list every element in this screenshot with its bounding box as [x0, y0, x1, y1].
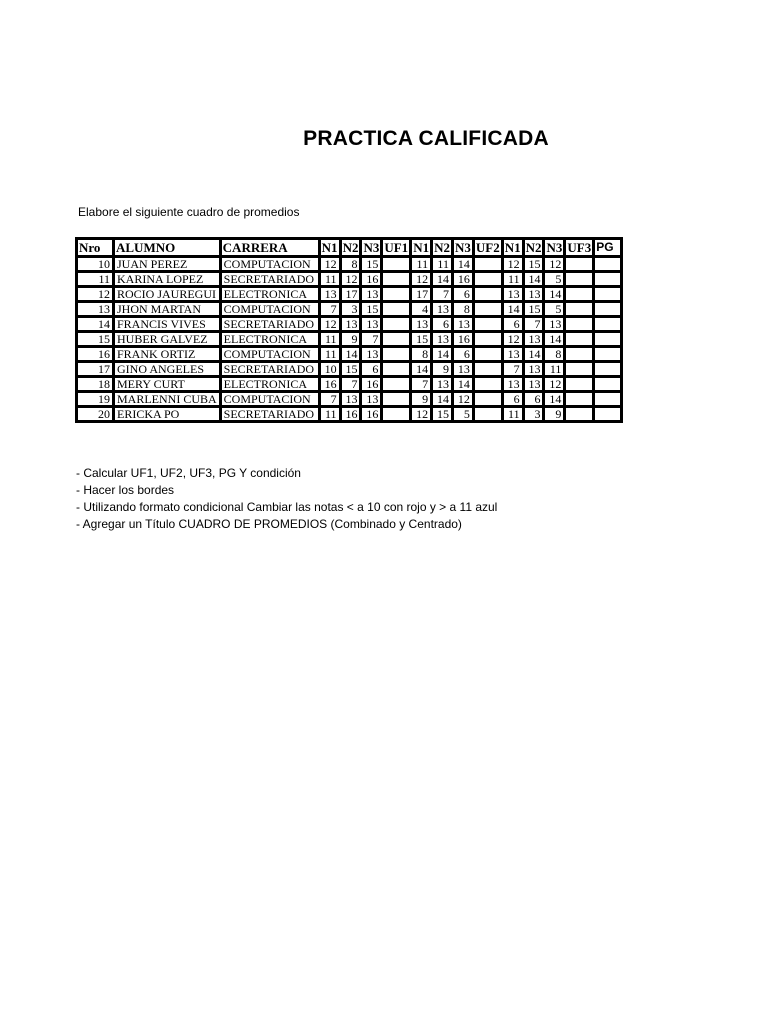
table-cell: COMPUTACION: [220, 302, 319, 317]
table-cell: 5: [544, 302, 565, 317]
table-row: [77, 332, 622, 347]
table-row: [77, 302, 622, 317]
table-cell: 13: [452, 362, 473, 377]
table-cell: 14: [452, 377, 473, 392]
table-cell: 12: [77, 287, 114, 302]
table-cell: 13: [452, 317, 473, 332]
table-cell: [473, 377, 502, 392]
table-row: [77, 272, 622, 287]
table-cell: [382, 392, 411, 407]
table-cell: 18: [77, 377, 114, 392]
page-title: PRACTICA CALIFICADA: [303, 127, 549, 150]
table-cell: 8: [340, 257, 361, 272]
table-cell: [473, 302, 502, 317]
table-cell: 11: [544, 362, 565, 377]
table-cell: 13: [523, 287, 544, 302]
table-cell: 3: [523, 407, 544, 422]
table-cell: [382, 257, 411, 272]
table-cell: 6: [361, 362, 382, 377]
table-cell: [594, 287, 622, 302]
column-header: N2: [340, 239, 361, 257]
table-cell: 14: [411, 362, 432, 377]
table-cell: [594, 332, 622, 347]
column-header: CARRERA: [220, 239, 319, 257]
table-cell: 12: [544, 257, 565, 272]
table-cell: 16: [340, 407, 361, 422]
table-cell: 14: [432, 347, 453, 362]
table-cell: 13: [502, 377, 523, 392]
table-cell: 11: [319, 347, 340, 362]
table-row: [77, 392, 622, 407]
table-cell: [382, 332, 411, 347]
table-cell: 14: [502, 302, 523, 317]
table-cell: [382, 347, 411, 362]
table-cell: JHON MARTAN: [114, 302, 221, 317]
table-cell: HUBER GALVEZ: [114, 332, 221, 347]
table-cell: 17: [77, 362, 114, 377]
column-header: UF3: [565, 239, 594, 257]
table-cell: 16: [319, 377, 340, 392]
column-header: N2: [432, 239, 453, 257]
table-cell: [594, 347, 622, 362]
table-cell: 3: [340, 302, 361, 317]
table-cell: 16: [361, 407, 382, 422]
table-cell: [594, 257, 622, 272]
table-row: [77, 362, 622, 377]
table-cell: 6: [432, 317, 453, 332]
table-cell: [382, 272, 411, 287]
table-cell: 7: [340, 377, 361, 392]
table-cell: [565, 332, 594, 347]
table-cell: [473, 257, 502, 272]
table-cell: 14: [544, 392, 565, 407]
table-cell: 10: [319, 362, 340, 377]
table-cell: 15: [340, 362, 361, 377]
column-header: Nro: [77, 239, 114, 257]
table-cell: 9: [411, 392, 432, 407]
table-cell: [594, 302, 622, 317]
table-cell: 10: [77, 257, 114, 272]
column-header: N1: [411, 239, 432, 257]
table-cell: JUAN PEREZ: [114, 257, 221, 272]
table-cell: 6: [452, 347, 473, 362]
table-cell: 7: [432, 287, 453, 302]
table-cell: 9: [340, 332, 361, 347]
table-cell: 14: [544, 287, 565, 302]
table-cell: COMPUTACION: [220, 392, 319, 407]
table-cell: [382, 362, 411, 377]
table-cell: 11: [319, 332, 340, 347]
table-cell: [382, 377, 411, 392]
table-cell: 14: [77, 317, 114, 332]
column-header: N1: [319, 239, 340, 257]
table-cell: 15: [361, 302, 382, 317]
table-cell: COMPUTACION: [220, 347, 319, 362]
table-cell: 7: [411, 377, 432, 392]
table-cell: [565, 287, 594, 302]
table-cell: 13: [411, 317, 432, 332]
column-header: N3: [361, 239, 382, 257]
table-cell: 6: [452, 287, 473, 302]
table-cell: 12: [452, 392, 473, 407]
table-cell: 16: [452, 332, 473, 347]
table-cell: 17: [340, 287, 361, 302]
table-cell: 7: [523, 317, 544, 332]
table-cell: COMPUTACION: [220, 257, 319, 272]
table-cell: 13: [432, 332, 453, 347]
table-cell: GINO ANGELES: [114, 362, 221, 377]
table-cell: [473, 362, 502, 377]
table-cell: 14: [340, 347, 361, 362]
table-cell: 7: [361, 332, 382, 347]
table-cell: MERY CURT: [114, 377, 221, 392]
table-cell: 12: [319, 317, 340, 332]
table-row: [77, 347, 622, 362]
table-cell: KARINA LOPEZ: [114, 272, 221, 287]
table-cell: 15: [411, 332, 432, 347]
table-cell: 9: [544, 407, 565, 422]
table-cell: 16: [77, 347, 114, 362]
instructions-intro: Elabore el siguiente cuadro de promedios: [78, 205, 300, 219]
column-header: ALUMNO: [114, 239, 221, 257]
table-cell: 13: [544, 317, 565, 332]
notes-list: [76, 465, 497, 533]
table-cell: [594, 362, 622, 377]
table-cell: 9: [432, 362, 453, 377]
table-cell: [565, 407, 594, 422]
table-cell: 6: [502, 317, 523, 332]
table-cell: [473, 332, 502, 347]
table-cell: 12: [411, 407, 432, 422]
table-cell: 13: [502, 287, 523, 302]
table-cell: [382, 287, 411, 302]
table-cell: 17: [411, 287, 432, 302]
table-cell: 20: [77, 407, 114, 422]
table-cell: 11: [319, 407, 340, 422]
table-cell: 13: [502, 347, 523, 362]
table-cell: 12: [411, 272, 432, 287]
table-cell: 16: [452, 272, 473, 287]
note-item: - Utilizando formato condicional Cambiar las notas < a 10 con rojo y > a 11 azul: [76, 500, 498, 514]
table-cell: [565, 302, 594, 317]
table-cell: 13: [432, 302, 453, 317]
table-cell: ELECTRONICA: [220, 287, 319, 302]
table-cell: 8: [452, 302, 473, 317]
grades-table: [75, 237, 623, 423]
table-cell: 8: [411, 347, 432, 362]
table-row: [77, 287, 622, 302]
table-cell: 15: [432, 407, 453, 422]
table-cell: 11: [319, 272, 340, 287]
table-cell: [594, 392, 622, 407]
table-cell: 8: [544, 347, 565, 362]
table-cell: SECRETARIADO: [220, 362, 319, 377]
table-cell: [473, 392, 502, 407]
table-cell: 11: [77, 272, 114, 287]
table-cell: MARLENNI CUBA: [114, 392, 221, 407]
table-row: [77, 377, 622, 392]
column-header: UF2: [473, 239, 502, 257]
table-cell: 13: [319, 287, 340, 302]
table-cell: 4: [411, 302, 432, 317]
table-cell: FRANK ORTIZ: [114, 347, 221, 362]
table-cell: 14: [432, 392, 453, 407]
note-item: - Calcular UF1, UF2, UF3, PG Y condición: [76, 466, 301, 480]
table-cell: 13: [432, 377, 453, 392]
table-cell: 7: [502, 362, 523, 377]
table-cell: 13: [361, 317, 382, 332]
table-cell: [565, 362, 594, 377]
table-cell: [594, 272, 622, 287]
table-cell: 5: [452, 407, 473, 422]
table-cell: [594, 317, 622, 332]
column-header: N1: [502, 239, 523, 257]
column-header: N3: [452, 239, 473, 257]
table-cell: 13: [523, 362, 544, 377]
table-row: [77, 407, 622, 422]
table-cell: 13: [523, 332, 544, 347]
table-cell: 14: [523, 272, 544, 287]
table-cell: 7: [319, 302, 340, 317]
column-header: N2: [523, 239, 544, 257]
table-cell: 12: [502, 257, 523, 272]
table-cell: 15: [361, 257, 382, 272]
table-cell: 13: [361, 287, 382, 302]
table-cell: 6: [502, 392, 523, 407]
table-cell: 12: [319, 257, 340, 272]
table-cell: [565, 257, 594, 272]
table-cell: [565, 377, 594, 392]
table-cell: SECRETARIADO: [220, 317, 319, 332]
table-cell: 14: [452, 257, 473, 272]
table-cell: [473, 317, 502, 332]
table-cell: [565, 392, 594, 407]
table-cell: ROCIO JAUREGUI: [114, 287, 221, 302]
table-cell: 15: [523, 257, 544, 272]
table-cell: 11: [502, 407, 523, 422]
table-cell: 13: [523, 377, 544, 392]
table-cell: SECRETARIADO: [220, 272, 319, 287]
table-cell: [382, 317, 411, 332]
column-header: N3: [544, 239, 565, 257]
table-cell: 7: [319, 392, 340, 407]
table-cell: 6: [523, 392, 544, 407]
table-cell: 5: [544, 272, 565, 287]
table-cell: 13: [340, 317, 361, 332]
table-cell: 19: [77, 392, 114, 407]
table-cell: [565, 317, 594, 332]
table-cell: 13: [77, 302, 114, 317]
table-cell: 16: [361, 377, 382, 392]
table-cell: [565, 272, 594, 287]
table-cell: ERICKA PO: [114, 407, 221, 422]
table-cell: SECRETARIADO: [220, 407, 319, 422]
table-cell: ELECTRONICA: [220, 377, 319, 392]
table-cell: 15: [523, 302, 544, 317]
table-row: [77, 257, 622, 272]
table-cell: 12: [502, 332, 523, 347]
table-cell: [594, 377, 622, 392]
table-cell: 11: [432, 257, 453, 272]
table-row: [77, 317, 622, 332]
note-item: - Hacer los bordes: [76, 483, 175, 497]
table-cell: [382, 302, 411, 317]
table-cell: 11: [411, 257, 432, 272]
table-cell: 13: [361, 347, 382, 362]
table-cell: 14: [523, 347, 544, 362]
table-cell: [473, 407, 502, 422]
table-cell: 11: [502, 272, 523, 287]
table-cell: [473, 347, 502, 362]
table-cell: [565, 347, 594, 362]
header-row: [77, 239, 622, 257]
table-cell: 13: [361, 392, 382, 407]
table-cell: 16: [361, 272, 382, 287]
table-cell: [473, 272, 502, 287]
table-cell: [594, 407, 622, 422]
table-cell: 13: [340, 392, 361, 407]
table-cell: 15: [77, 332, 114, 347]
table-cell: 12: [544, 377, 565, 392]
table-cell: [473, 287, 502, 302]
column-header: UF1: [382, 239, 411, 257]
table-cell: [382, 407, 411, 422]
table-cell: 14: [432, 272, 453, 287]
table-body: [77, 257, 622, 422]
table-cell: FRANCIS VIVES: [114, 317, 221, 332]
table-cell: ELECTRONICA: [220, 332, 319, 347]
table-cell: 12: [340, 272, 361, 287]
column-header: PG: [594, 239, 622, 257]
table-cell: 14: [544, 332, 565, 347]
note-item: - Agregar un Título CUADRO DE PROMEDIOS (Combinado y Centrado): [76, 517, 462, 531]
